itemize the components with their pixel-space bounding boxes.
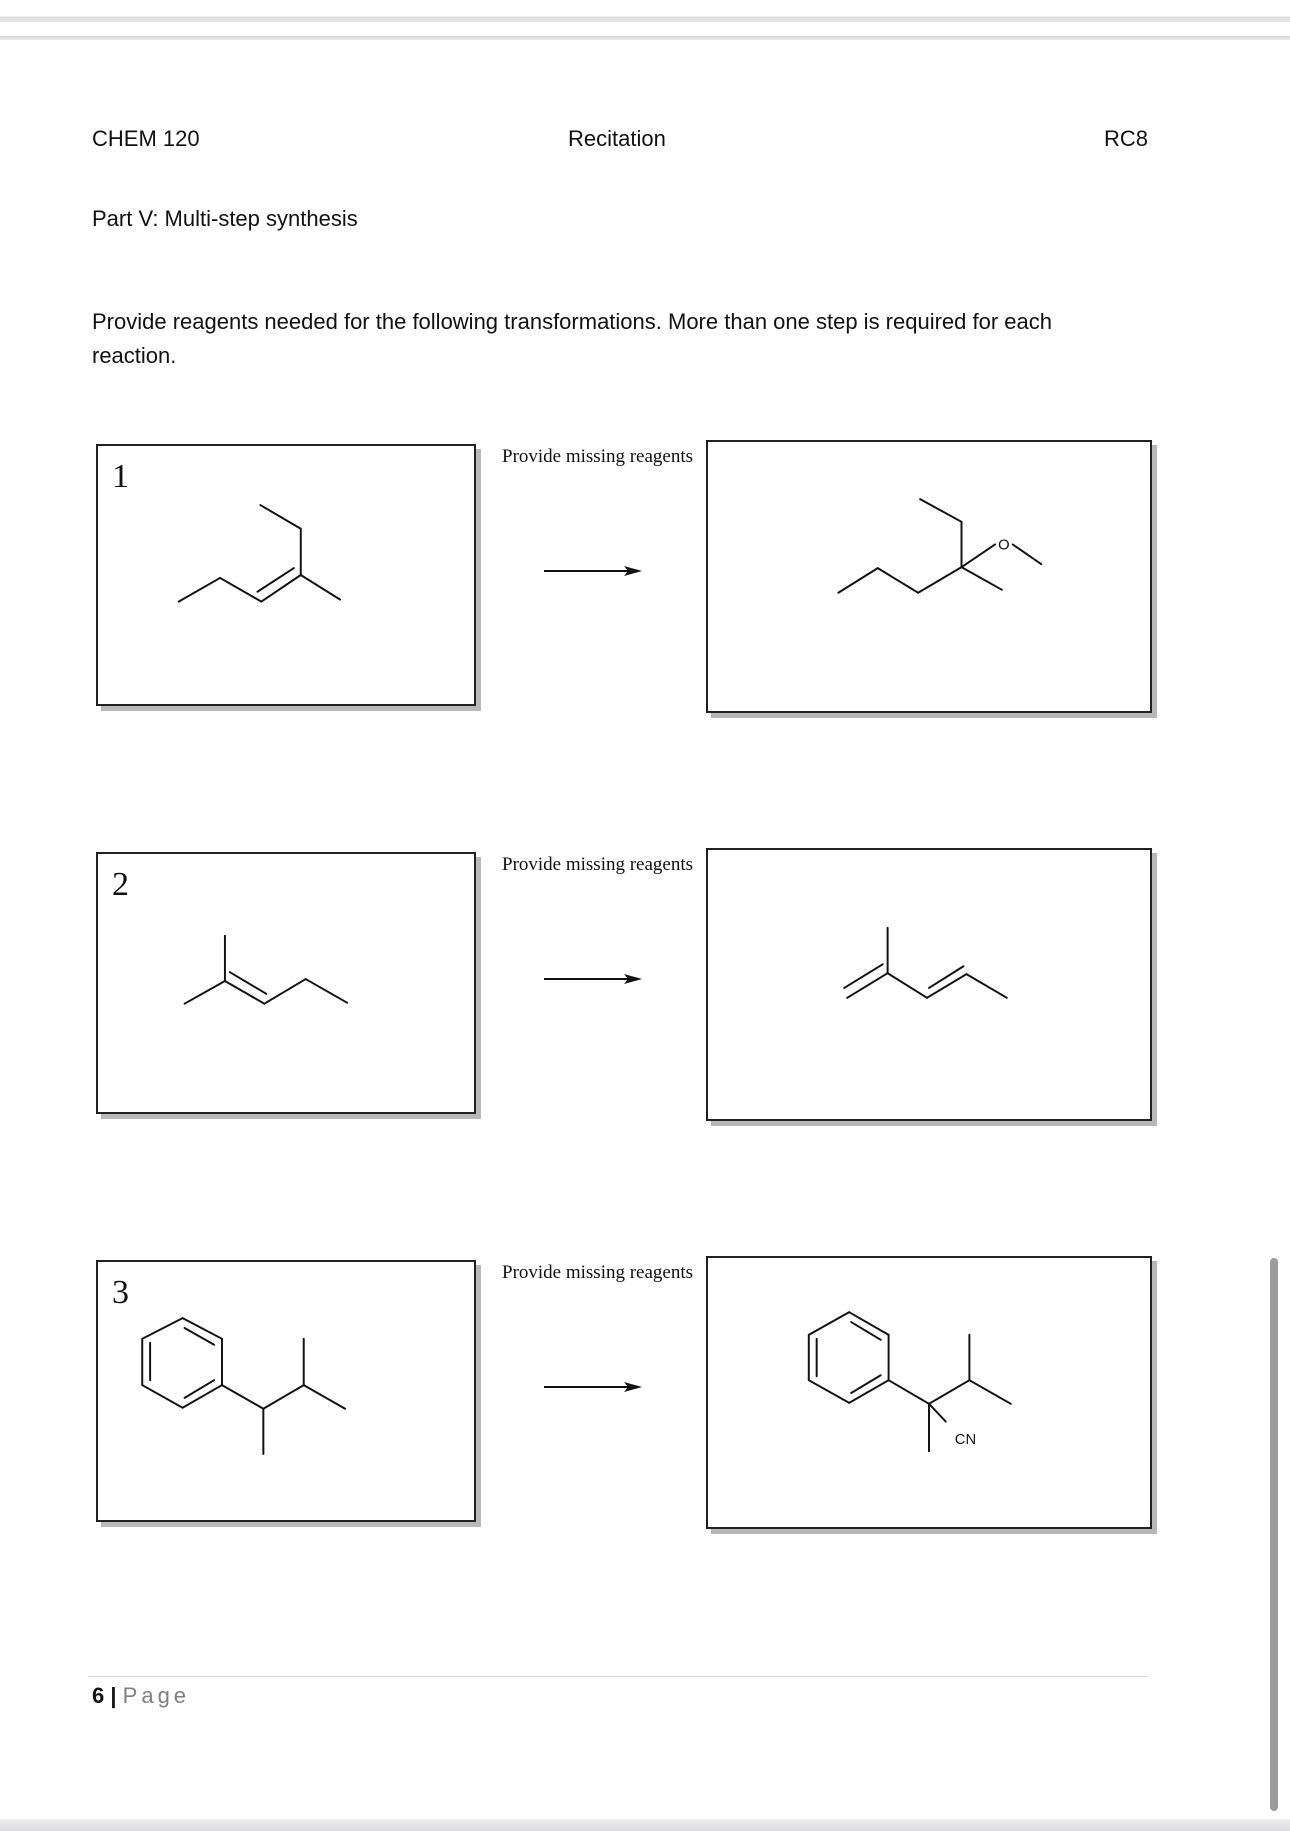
problem-3-product-box (706, 1256, 1152, 1529)
viewer-top-strip (0, 0, 1290, 22)
problem-3-reactant-structure (98, 1262, 474, 1520)
problem-2-reactant-box (96, 852, 476, 1114)
viewer-top-divider (0, 36, 1290, 40)
header-course: CHEM 120 (92, 126, 200, 151)
problem-3-reactant-box (96, 1260, 476, 1522)
problem-2-product-box (706, 848, 1152, 1121)
problem-1-reaction-arrow-icon (544, 561, 644, 581)
part-title: Part V: Multi-step synthesis (92, 206, 358, 231)
problem-1-number: 1 (112, 458, 129, 495)
footer-page-word: Page (122, 1683, 191, 1708)
problem-2-reactant-structure (98, 854, 474, 1112)
header-section: Recitation (568, 126, 666, 151)
problem-1-reactant-structure (98, 446, 474, 704)
problem-1-reagent-label: Provide missing reagents (502, 446, 694, 467)
problem-3-cn-label: CN (954, 1432, 977, 1449)
problem-2-number: 2 (112, 866, 129, 903)
problem-2-reaction-arrow-icon (544, 969, 644, 989)
viewer-bottom-strip (0, 1819, 1290, 1831)
problem-3-reagent-label: Provide missing reagents (502, 1262, 694, 1283)
problem-3-number: 3 (112, 1274, 129, 1311)
instructions-text: Provide reagents needed for the following transformations. More than one step is required for each reaction. (92, 309, 1052, 368)
problem-1-oxygen-label: O (998, 537, 1010, 554)
problem-1-product-box (706, 440, 1152, 713)
problem-2-reagent-label: Provide missing reagents (502, 854, 694, 875)
header-code: RC8 (1104, 126, 1149, 151)
problem-3-reaction-arrow-icon (544, 1377, 644, 1397)
footer-separator: | (110, 1683, 117, 1708)
footer-divider (88, 1676, 1148, 1677)
problem-1-product-structure (708, 442, 1150, 711)
problem-3-product-structure (708, 1258, 1150, 1527)
problem-1-reactant-box (96, 444, 476, 706)
problem-2-product-structure (708, 850, 1150, 1119)
footer-page-number: 6 (92, 1683, 105, 1708)
vertical-scrollbar[interactable] (1270, 1258, 1278, 1811)
page-footer (92, 1682, 190, 1710)
